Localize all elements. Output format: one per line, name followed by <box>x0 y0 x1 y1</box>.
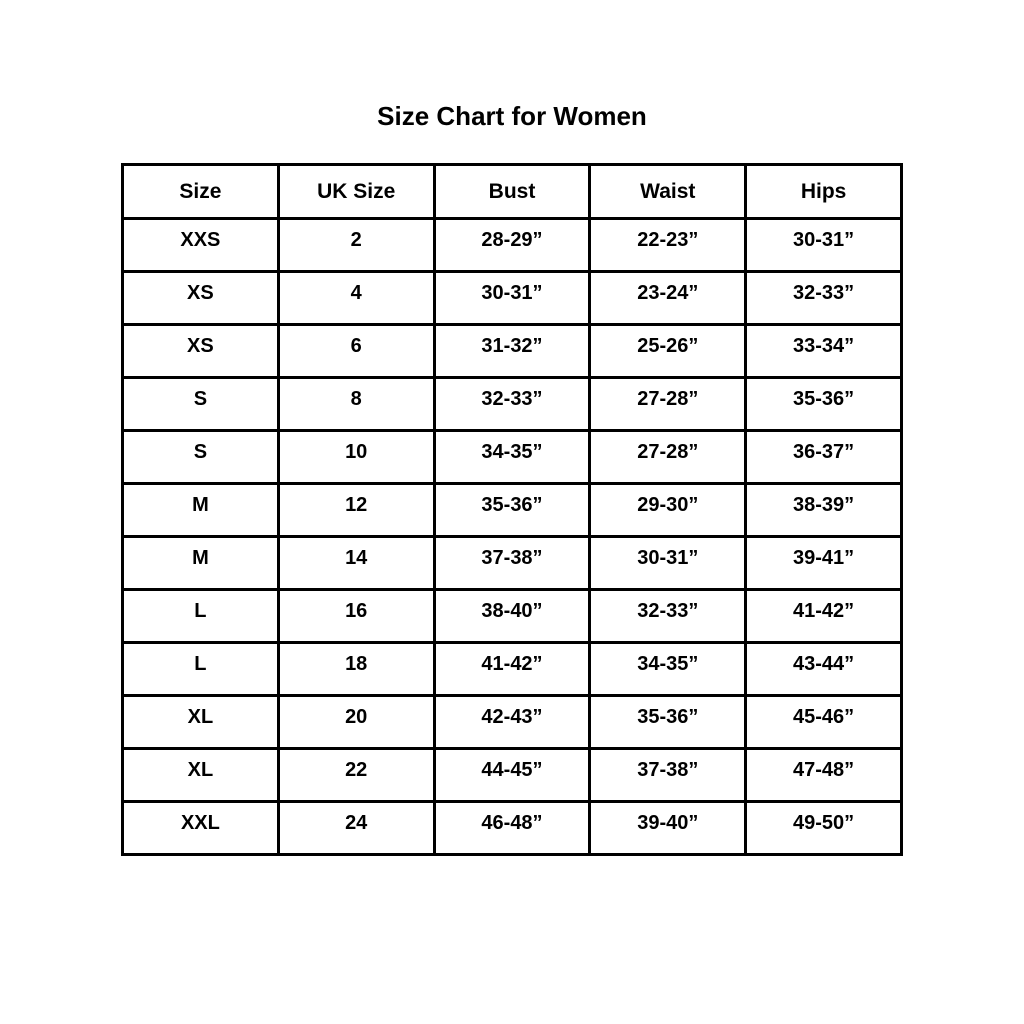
cell-waist: 34-35” <box>590 643 746 696</box>
cell-waist: 22-23” <box>590 219 746 272</box>
cell-bust: 32-33” <box>434 378 590 431</box>
table-row <box>123 802 902 855</box>
cell-uk-size: 4 <box>278 272 434 325</box>
page-title: Size Chart for Women <box>377 101 647 131</box>
table-header <box>123 165 902 219</box>
cell-hips: 33-34” <box>746 325 902 378</box>
cell-waist: 27-28” <box>590 378 746 431</box>
cell-size: XL <box>123 749 279 802</box>
cell-size: S <box>123 378 279 431</box>
cell-uk-size: 16 <box>278 590 434 643</box>
cell-bust: 30-31” <box>434 272 590 325</box>
cell-waist: 30-31” <box>590 537 746 590</box>
table-row <box>123 749 902 802</box>
cell-bust: 31-32” <box>434 325 590 378</box>
cell-size: S <box>123 431 279 484</box>
cell-size: XXL <box>123 802 279 855</box>
cell-uk-size: 10 <box>278 431 434 484</box>
table-row <box>123 272 902 325</box>
cell-uk-size: 22 <box>278 749 434 802</box>
cell-size: XXS <box>123 219 279 272</box>
cell-bust: 37-38” <box>434 537 590 590</box>
cell-bust: 46-48” <box>434 802 590 855</box>
cell-hips: 41-42” <box>746 590 902 643</box>
column-header-uk-size: UK Size <box>278 165 434 219</box>
cell-bust: 42-43” <box>434 696 590 749</box>
cell-waist: 23-24” <box>590 272 746 325</box>
cell-waist: 39-40” <box>590 802 746 855</box>
cell-size: XL <box>123 696 279 749</box>
cell-uk-size: 14 <box>278 537 434 590</box>
cell-waist: 27-28” <box>590 431 746 484</box>
cell-size: M <box>123 484 279 537</box>
table-row <box>123 325 902 378</box>
cell-hips: 36-37” <box>746 431 902 484</box>
cell-uk-size: 2 <box>278 219 434 272</box>
cell-uk-size: 8 <box>278 378 434 431</box>
cell-size: XS <box>123 325 279 378</box>
cell-waist: 37-38” <box>590 749 746 802</box>
table-row <box>123 590 902 643</box>
cell-hips: 47-48” <box>746 749 902 802</box>
cell-bust: 41-42” <box>434 643 590 696</box>
cell-bust: 35-36” <box>434 484 590 537</box>
cell-size: L <box>123 590 279 643</box>
cell-uk-size: 18 <box>278 643 434 696</box>
cell-hips: 35-36” <box>746 378 902 431</box>
cell-waist: 29-30” <box>590 484 746 537</box>
cell-hips: 38-39” <box>746 484 902 537</box>
table-body <box>123 219 902 855</box>
cell-hips: 45-46” <box>746 696 902 749</box>
table-row <box>123 696 902 749</box>
cell-hips: 43-44” <box>746 643 902 696</box>
cell-size: XS <box>123 272 279 325</box>
cell-hips: 32-33” <box>746 272 902 325</box>
size-chart-table <box>121 163 903 856</box>
cell-uk-size: 12 <box>278 484 434 537</box>
column-header-bust: Bust <box>434 165 590 219</box>
cell-bust: 28-29” <box>434 219 590 272</box>
cell-waist: 35-36” <box>590 696 746 749</box>
cell-bust: 34-35” <box>434 431 590 484</box>
cell-uk-size: 24 <box>278 802 434 855</box>
column-header-size: Size <box>123 165 279 219</box>
column-header-hips: Hips <box>746 165 902 219</box>
cell-waist: 25-26” <box>590 325 746 378</box>
table-row <box>123 219 902 272</box>
cell-hips: 39-41” <box>746 537 902 590</box>
cell-waist: 32-33” <box>590 590 746 643</box>
table-row <box>123 643 902 696</box>
table-row <box>123 537 902 590</box>
column-header-waist: Waist <box>590 165 746 219</box>
header-row <box>123 165 902 219</box>
table-row <box>123 378 902 431</box>
table-row <box>123 484 902 537</box>
cell-hips: 30-31” <box>746 219 902 272</box>
cell-bust: 44-45” <box>434 749 590 802</box>
cell-size: M <box>123 537 279 590</box>
cell-size: L <box>123 643 279 696</box>
cell-uk-size: 20 <box>278 696 434 749</box>
cell-bust: 38-40” <box>434 590 590 643</box>
table-row <box>123 431 902 484</box>
cell-hips: 49-50” <box>746 802 902 855</box>
cell-uk-size: 6 <box>278 325 434 378</box>
